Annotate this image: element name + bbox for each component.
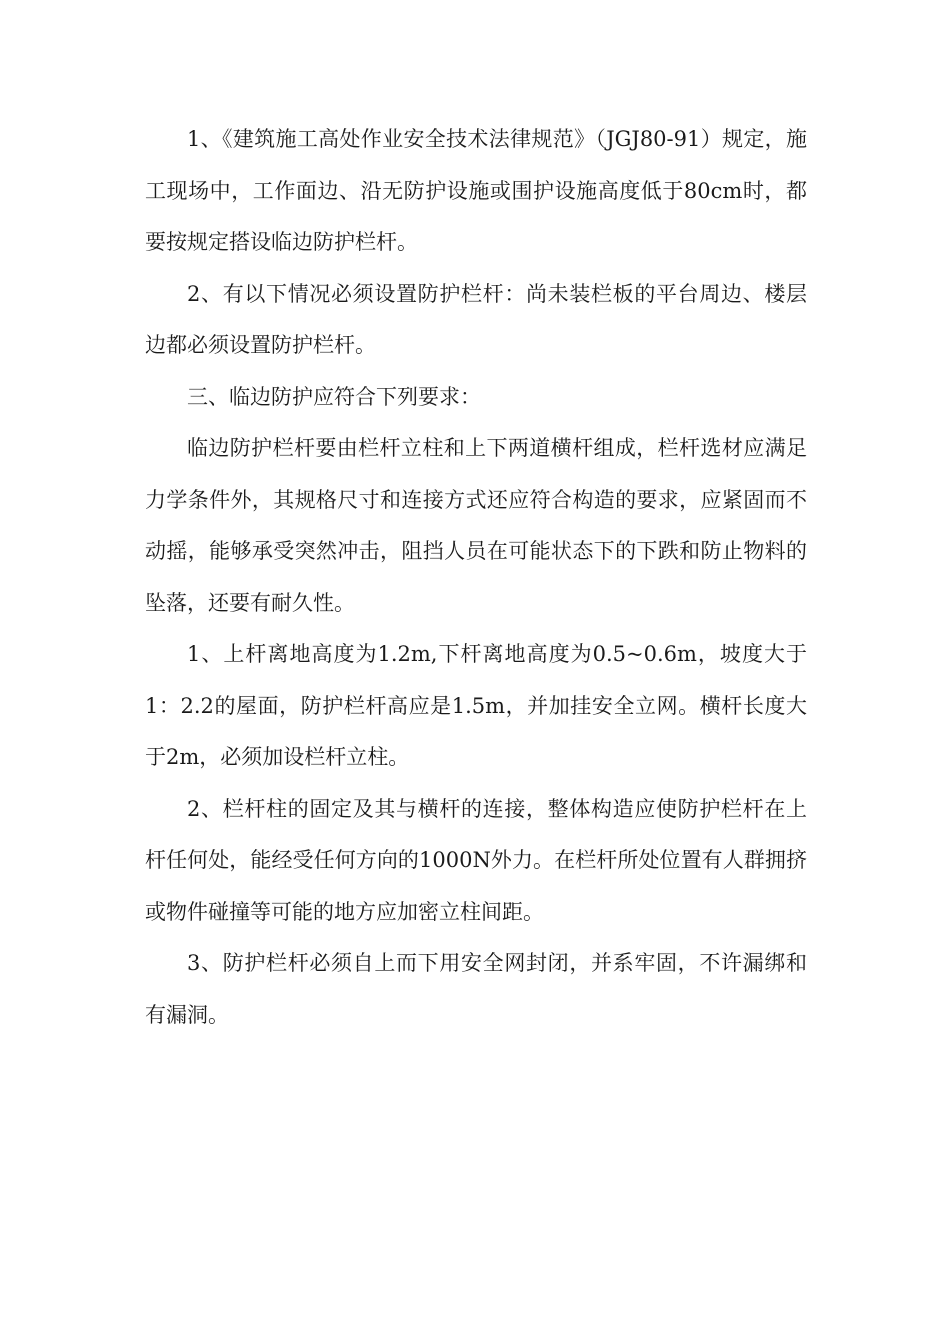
paragraph-regulation-reference: 1、《建筑施工高处作业安全技术法律规范》（JGJ80-91）规定，施工现场中，工作面边、沿无防护设施或围护设施高度低于80cm时，都要按规定搭设临边防护栏杆。 (145, 127, 807, 254)
paragraph-rail-heights: 1、上杆离地高度为1.2m,下杆离地高度为0.5~0.6m，坡度大于1：2.2的屋面，防护栏杆高应是1.5m，并加挂安全立网。横杆长度大于2m，必须加设栏杆立柱。 (145, 642, 807, 769)
section-heading-requirements: 三、临边防护应符合下列要求： (187, 384, 481, 409)
paragraph-post-fixing: 2、栏杆柱的固定及其与横杆的连接，整体构造应使防护栏杆在上杆任何处，能经受任何方向的1000N外力。在栏杆所处位置有人群拥挤或物件碰撞等可能的地方应加密立柱间距。 (145, 796, 807, 924)
document-body (145, 114, 807, 1041)
paragraph-railing-composition: 临边防护栏杆要由栏杆立柱和上下两道横杆组成，栏杆选材应满足力学条件外，其规格尺寸和连接方式还应符合构造的要求，应紧固而不动摇，能够承受突然冲击，阻挡人员在可能状态下的下跌和防止物料的坠落，还要有耐久性。 (145, 436, 807, 615)
paragraph-required-situations: 2、有以下情况必须设置防护栏杆：尚未装栏板的平台周边、楼层边都必须设置防护栏杆。 (145, 281, 807, 357)
paragraph-safety-net: 3、防护栏杆必须自上而下用安全网封闭，并系牢固，不许漏绑和有漏洞。 (145, 951, 807, 1027)
